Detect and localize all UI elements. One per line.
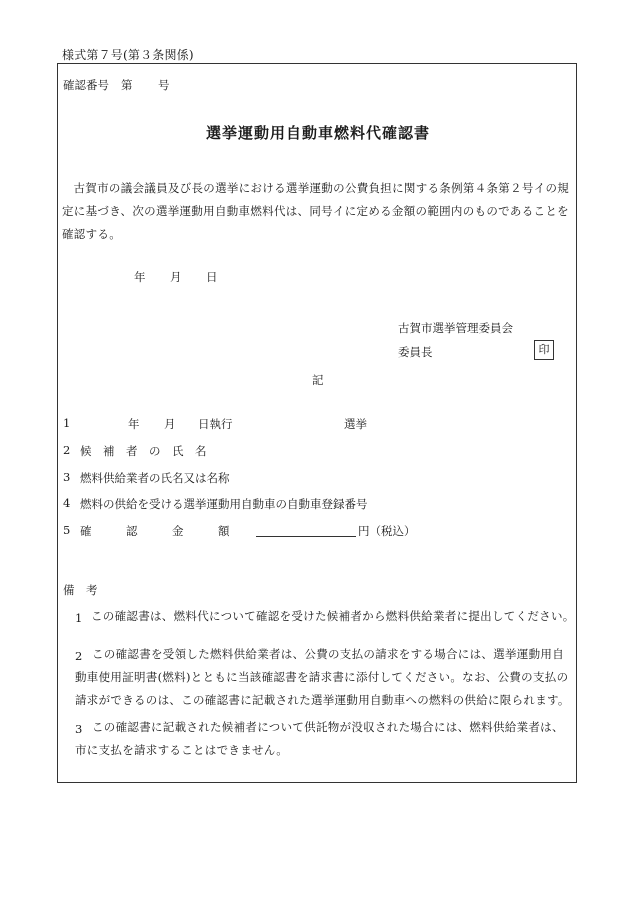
item-4-number: 4: [63, 496, 71, 510]
seal-box: 印: [534, 340, 554, 360]
item-1-month: 月: [164, 417, 176, 431]
remark-3-text: [75, 716, 574, 762]
item-1-number: 1: [63, 416, 71, 430]
issuer-chair: 委員長: [398, 345, 433, 359]
date-day: 日: [206, 270, 218, 284]
item-5-number: 5: [63, 523, 71, 537]
remark-2-text-content: この確認書を受領した燃料供給業者は、公費の支払の請求をする場合には、選挙運動用自動車使用証明書(燃料)とともに当該確認書を請求書に添付してください。なお、公費の支払の請求ができるのは、この確認書に記載された選挙運動用自動車への燃料の供給に限られます。: [75, 647, 570, 707]
amount-blank: [256, 523, 356, 537]
confirmation-number-go: 号: [158, 78, 170, 92]
item-3-number: 3: [63, 470, 71, 484]
item-1-election: 選挙: [344, 417, 367, 431]
document-frame: [57, 63, 577, 783]
item-3-label: 燃料供給業者の氏名又は名称: [80, 471, 230, 485]
item-5-yen: 円（税込）: [358, 524, 416, 538]
body-paragraph: 古賀市の議会議員及び長の選挙における選挙運動の公費負担に関する条例第４条第２号イの規定に基づき、次の選挙運動用自動車燃料代は、同号イに定める金額の範囲内のものであることを確認する。: [62, 181, 570, 241]
remarks-heading: 備 考: [63, 583, 98, 597]
remark-3-text-content: この確認書に記載された候補者について供託物が没収された場合には、燃料供給業者は、市に支払を請求することはできません。: [75, 720, 564, 757]
form-number: 様式第７号(第３条関係): [62, 48, 194, 62]
confirmation-number-label: 確認番号: [63, 78, 109, 92]
date-year: 年: [134, 270, 146, 284]
date-month: 月: [170, 270, 182, 284]
remark-3-number: 3: [75, 722, 83, 736]
remark-2-text: [75, 643, 574, 712]
item-2-number: 2: [63, 443, 71, 457]
item-2-label: 候 補 者 の 氏 名: [80, 444, 207, 458]
issuer-org: 古賀市選挙管理委員会: [398, 321, 513, 335]
item-1-day-exec: 日執行: [198, 417, 233, 431]
remark-1-number: 1: [75, 611, 83, 625]
document-title: 選挙運動用自動車燃料代確認書: [205, 124, 430, 142]
ki-heading: 記: [312, 373, 324, 387]
item-5-label: 確 認 金 額: [80, 524, 230, 538]
item-4-label: 燃料の供給を受ける選挙運動用自動車の自動車登録番号: [80, 497, 368, 511]
confirmation-number-dai: 第: [121, 78, 133, 92]
remark-2-number: 2: [75, 649, 83, 663]
remark-1-text: この確認書は、燃料代について確認を受けた候補者から燃料供給業者に提出してください。: [91, 609, 575, 623]
item-1-year: 年: [128, 417, 140, 431]
